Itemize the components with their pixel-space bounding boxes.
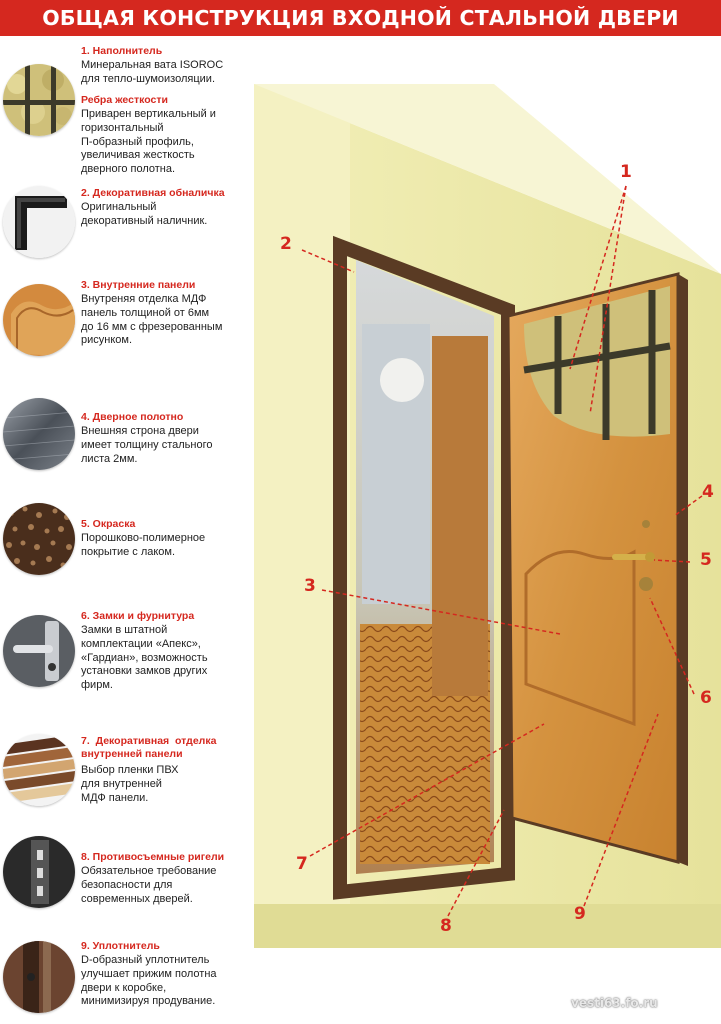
callout-9: 9 <box>574 904 586 924</box>
feature-title: 6. Замки и фурнитура <box>81 610 195 622</box>
powder-paint-icon <box>3 503 75 575</box>
feature-description: Замки в штатной комплектации «Апекс», «Гардиан», возможность установки замков других фирм. <box>81 624 208 692</box>
feature-trim <box>0 186 252 258</box>
feature-title: 1. Наполнитель <box>81 45 163 57</box>
trim-icon <box>3 186 75 258</box>
anti-removal-pin-icon <box>3 836 75 908</box>
feature-door-leaf <box>0 410 252 482</box>
callout-2: 2 <box>280 234 292 254</box>
callout-3: 3 <box>304 576 316 596</box>
lock-handle-icon <box>3 615 75 687</box>
feature-seal <box>0 939 252 1019</box>
feature-description: Оригинальный декоративный наличник. <box>81 201 208 227</box>
callout-8: 8 <box>440 916 452 936</box>
feature-filler <box>0 44 252 182</box>
page-title: ОБЩАЯ КОНСТРУКЦИЯ ВХОДНОЙ СТАЛЬНОЙ ДВЕРИ <box>42 6 679 30</box>
steel-sheet-icon <box>3 398 75 470</box>
header-banner <box>0 0 721 36</box>
feature-title: 8. Противосъемные ригели <box>81 851 225 863</box>
feature-title: Ребра жесткости <box>81 94 168 106</box>
callout-5: 5 <box>700 550 712 570</box>
callout-6: 6 <box>700 688 712 708</box>
feature-description: Внутреняя отделка МДФ панель толщиной от 6мм до 16 мм с фрезерованным рисунком. <box>81 293 223 347</box>
feature-title: 5. Окраска <box>81 518 136 530</box>
callout-1: 1 <box>620 162 632 182</box>
feature-description: Внешняя строна двери имеет толщину стального листа 2мм. <box>81 425 213 465</box>
watermark: vesti63.fo.ru <box>571 996 658 1010</box>
feature-anti-removal <box>0 850 252 922</box>
feature-description: Выбор пленки ПВХ для внутренней МДФ панели. <box>81 764 179 804</box>
feature-title: 9. Уплотнитель <box>81 940 160 952</box>
feature-paint <box>0 517 252 589</box>
feature-description: Приварен вертикальный и горизонтальный П-образный профиль, увеличивая жесткость дверного полотна. <box>81 108 216 176</box>
feature-decorative-finish <box>0 734 252 816</box>
callout-7: 7 <box>296 854 308 874</box>
feature-title: 2. Декоративная обналичка <box>81 187 225 199</box>
feature-title: 3. Внутренние панели <box>81 279 196 291</box>
seal-icon <box>3 941 75 1013</box>
feature-title: 7. Декоративная отделка внутренней панели <box>81 735 217 760</box>
feature-locks <box>0 609 252 691</box>
feature-description: D-образный уплотнитель улучшает прижим полотна двери к коробке, минимизируя продувание. <box>81 954 217 1008</box>
feature-description: Обязательное требование безопасности для современных дверей. <box>81 865 217 905</box>
door-illustration <box>254 84 721 948</box>
feature-inner-panels <box>0 278 252 360</box>
mineral-wool-icon <box>3 64 75 136</box>
mdf-panel-icon <box>3 284 75 356</box>
feature-title: 4. Дверное полотно <box>81 411 184 423</box>
callout-4: 4 <box>702 482 714 502</box>
feature-description: Минеральная вата ISOROC для тепло-шумоизоляции. <box>81 59 224 85</box>
pvc-film-icon <box>3 734 75 806</box>
feature-description: Порошково-полимерное покрытие с лаком. <box>81 532 206 558</box>
